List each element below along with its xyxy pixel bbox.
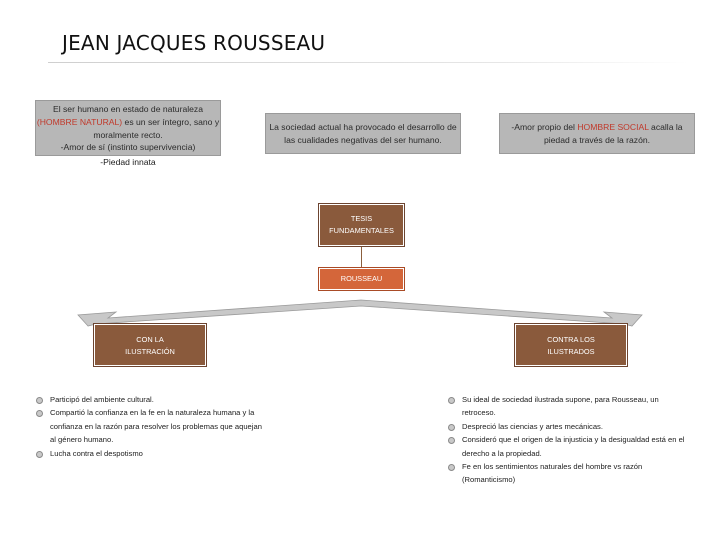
tesis-line2: FUNDAMENTALES [329,226,394,235]
contra-point: Despreció las ciencias y artes mecánicas. [448,420,688,433]
contra-ilustrados-box [515,324,627,366]
social-man-pre: -Amor propio del [511,122,575,132]
double-arrow-shape [78,300,642,326]
natural-man-line5: -Piedad innata [100,157,156,167]
social-man-post: acalla la [651,122,683,132]
natural-man-line1: El ser humano en estado de naturaleza [52,104,203,114]
society-line1: La sociedad actual ha provocado el desarrollo de [269,122,457,132]
con-points-list [36,393,268,460]
con-point: Participó del ambiente cultural. [36,393,268,406]
natural-man-highlight: (HOMBRE NATURAL) [36,116,123,127]
con-line1: CON LA [136,335,164,344]
natural-man-line3: moralmente recto. [93,129,163,140]
tesis-line1: TESIS [350,214,373,223]
social-man-highlight: HOMBRE SOCIAL [577,122,649,132]
society-line2: las cualidades negativas del ser humano. [284,134,442,145]
contra-point: Su ideal de sociedad ilustrada supone, para Rousseau, un retroceso. [448,393,688,420]
natural-man-line4: -Amor de sí (instinto supervivencia) [60,142,196,153]
natural-man-line2-rest: es un ser íntegro, sano y [124,116,220,127]
con-line2: ILUSTRACIÓN [125,347,175,356]
contra-line2: ILUSTRADOS [547,347,595,356]
rousseau-box: ROUSSEAU [319,268,404,290]
contra-point: Consideró que el origen de la injusticia y la desigualdad está en el derecho a la propiedad. [448,433,688,460]
contra-line1: CONTRA LOS [547,335,595,344]
con-point: Lucha contra el despotismo [36,447,268,460]
con-point: Compartió la confianza en la fe en la naturaleza humana y la confianza en la razón para resolver los problemas que aquejan al género humano. [36,406,268,446]
contra-points-list [448,393,688,487]
social-man-line2: piedad a través de la razón. [543,134,651,145]
con-ilustracion-box [94,324,206,366]
page-title: JEAN JACQUES ROUSSEAU [62,31,326,55]
contra-point: Fe en los sentimientos naturales del hombre vs razón (Romanticismo) [448,460,688,487]
